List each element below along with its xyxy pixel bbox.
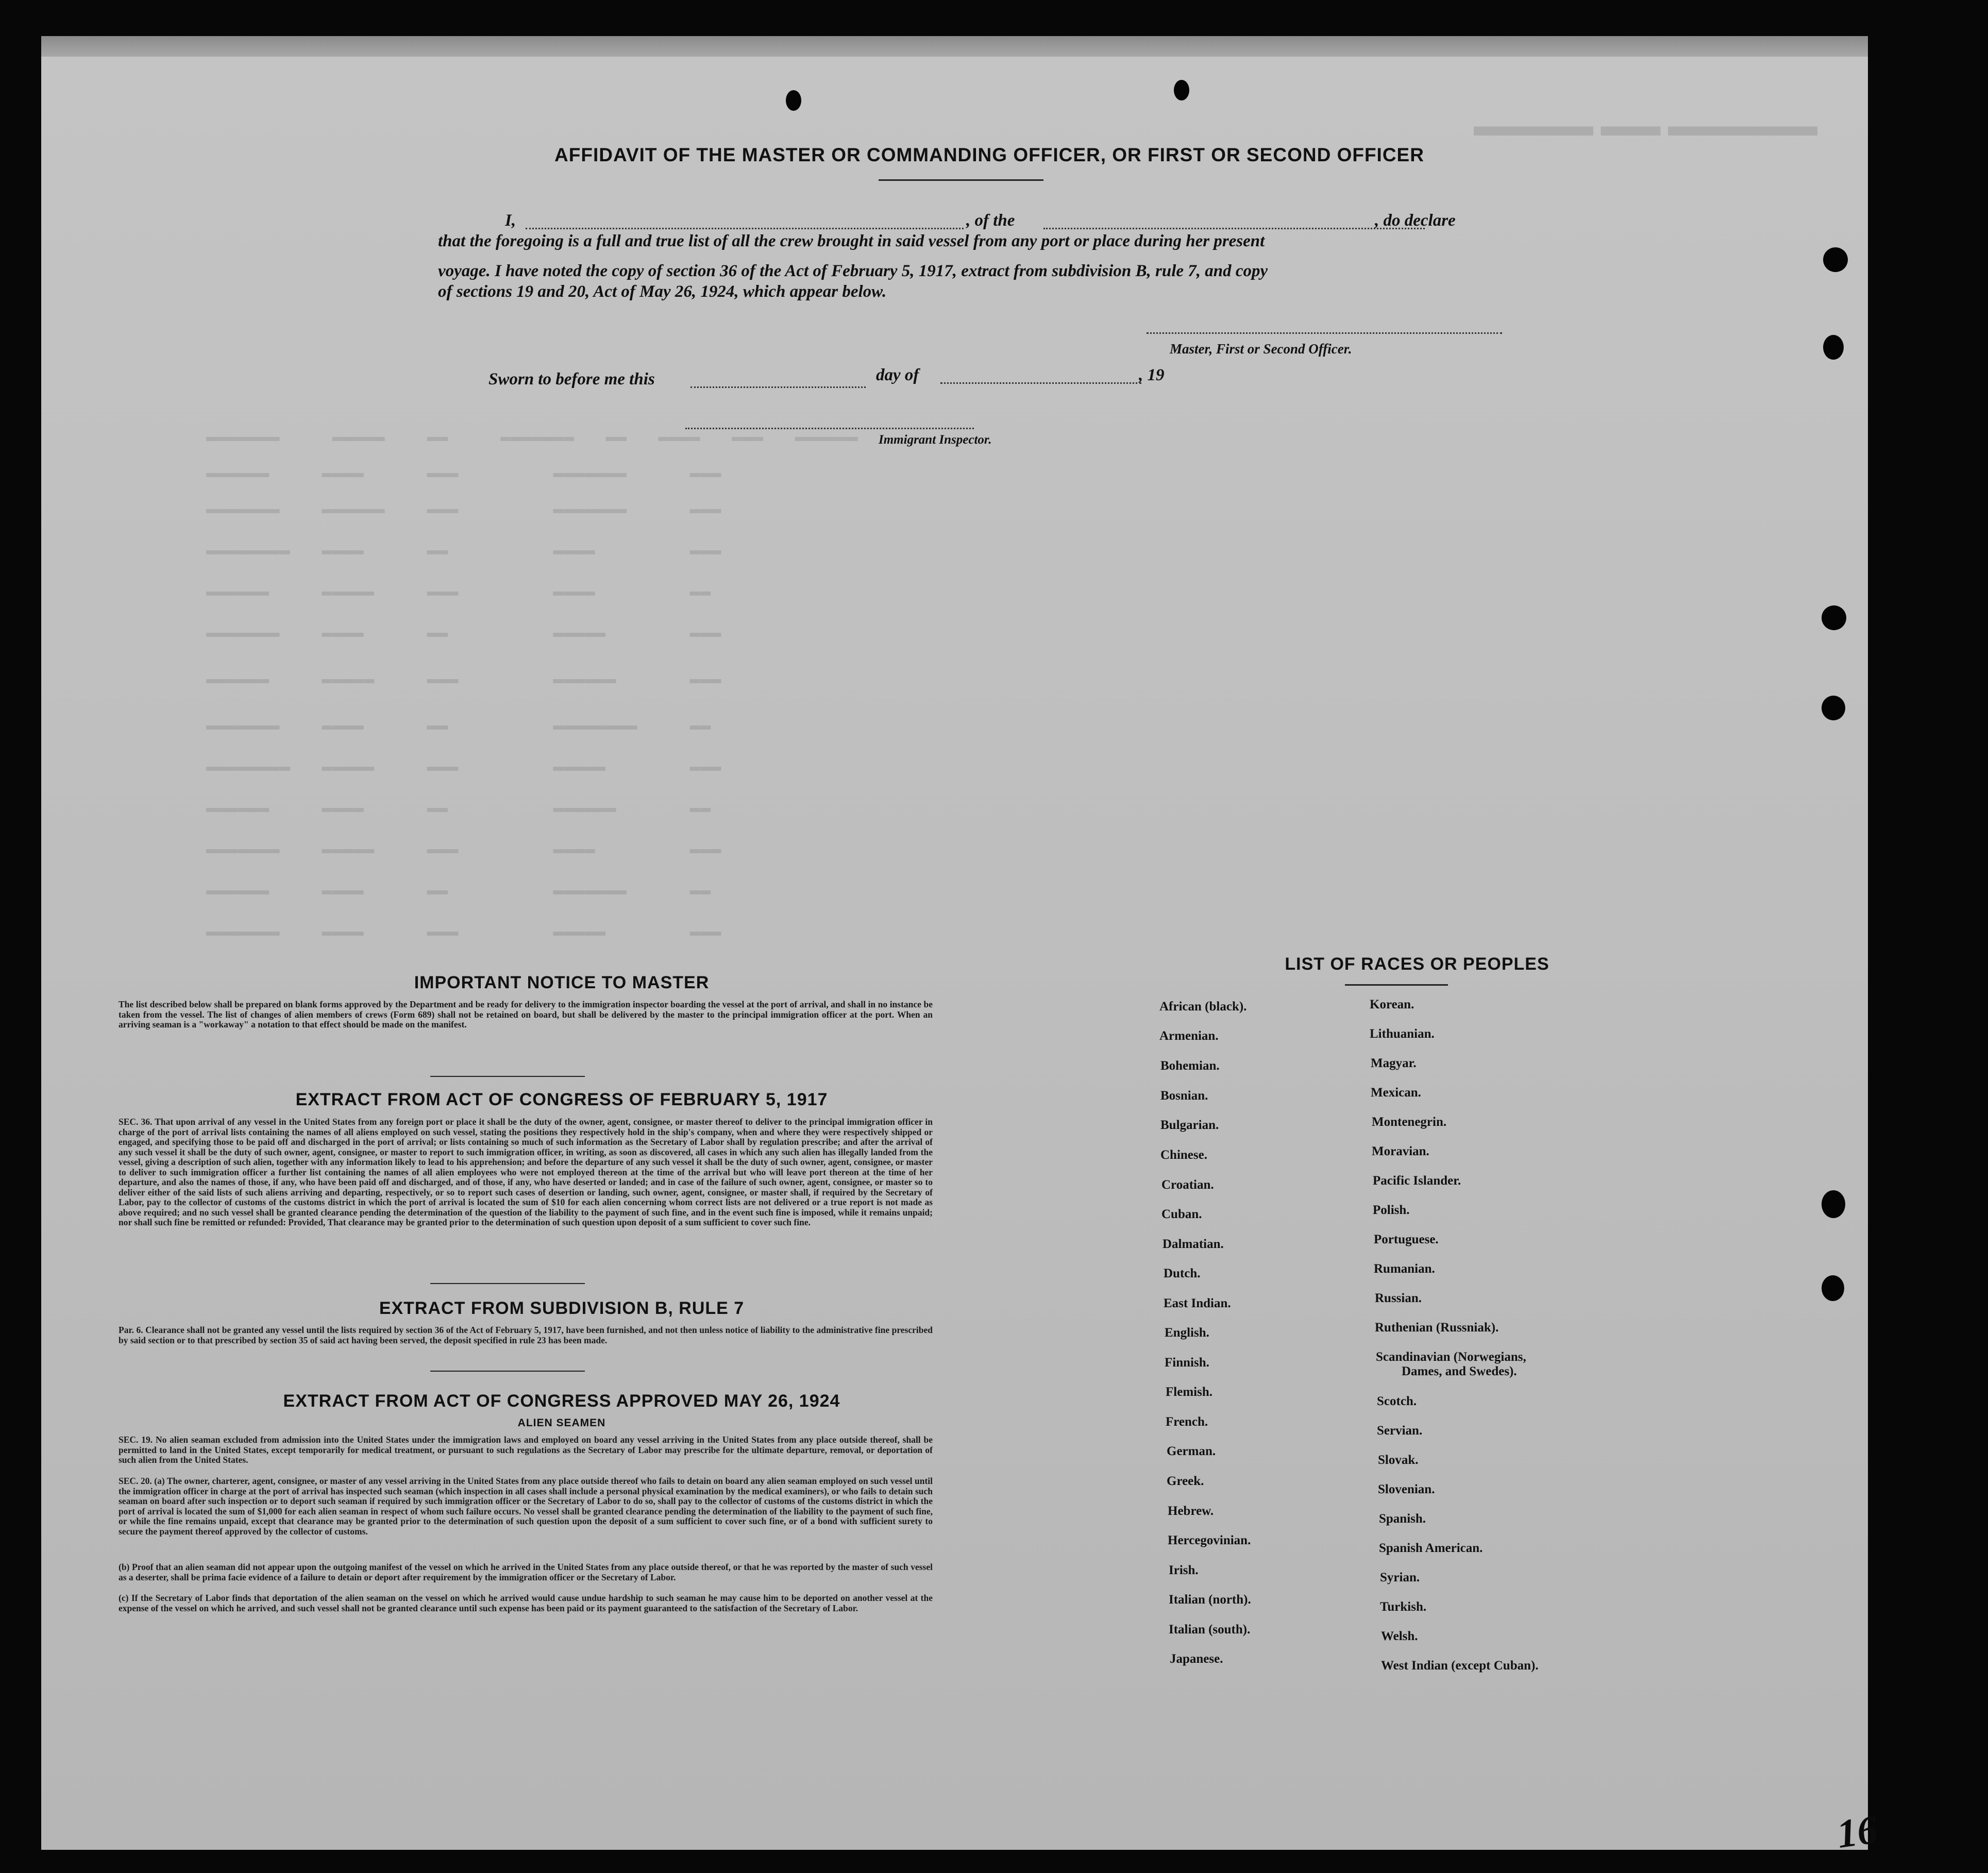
race-item: Welsh. [1381,1629,1418,1643]
race-item: Magyar. [1371,1056,1417,1070]
race-item: Bosnian. [1160,1089,1208,1103]
vessel-name-blank[interactable] [1043,228,1425,229]
vessel-prefix: , of the [966,211,1015,230]
section-20b-text: (b) Proof that an alien seaman did not appear upon the outgoing manifest of the vessel on which he arrived in the United States from any place outside thereof, or that he was reported by the master of such vessel as a deserter, shall be prima facie evidence of a failure to detain or deport after requirement by the immigration officer or the Secretary of Labor. [119,1562,933,1582]
extract-1917-title: EXTRACT FROM ACT OF CONGRESS OF FEBRUARY 5, 1917 [295,1090,828,1109]
race-item: Servian. [1377,1424,1423,1438]
race-item: Russian. [1375,1291,1422,1305]
race-item: Moravian. [1372,1144,1429,1158]
race-item: Chinese. [1160,1148,1207,1162]
punch-hole [1823,335,1844,360]
race-item: Italian (north). [1169,1593,1251,1607]
race-item: Hebrew. [1168,1504,1214,1518]
alien-seamen-subtitle: ALIEN SEAMEN [517,1417,606,1429]
bleed-through-title: ▬▬▬▬ ▬▬ ▬▬▬▬▬ [1474,109,1817,142]
race-item: Syrian. [1380,1571,1420,1584]
affidavit-line-4: of sections 19 and 20, Act of May 26, 1924, which appear below. [438,282,887,301]
race-item: Spanish. [1379,1512,1426,1526]
race-item: Italian (south). [1169,1623,1251,1636]
inspector-signature-blank[interactable] [685,428,974,429]
section-19-text: SEC. 19. No alien seaman excluded from admission into the United States under the immigration laws and employed on board any vessel arriving in the United States from any place outside thereof, shall be permitted to land in the United States, except temporarily for medical treatment, or pursuant to such regulations as the Secretary of Labor may prescribe for the ultimate departure, removal, or deportation of such alien from the United States. [119,1435,933,1465]
sworn-label: Sworn to before me this [488,370,655,389]
notice-body: The list described below shall be prepared on blank forms approved by the Department and be ready for delivery to the immigration inspector boarding the vessel at the port of arrival, and shall in no instance be taken from the vessel. The list of changes of alien members of crews (Form 689) shall not be retained on board, but shall be delivered by the master to the principal immigration officer at the port. When an arriving seaman is a "workaway" a notation to that effect should be made on the manifest. [119,999,933,1030]
divider [430,1371,585,1372]
race-item: African (black). [1159,1000,1247,1014]
binding-hole [1174,80,1189,100]
declarant-prefix: I, [505,211,516,230]
race-item: Finnish. [1165,1356,1209,1370]
section-20a-text: SEC. 20. (a) The owner, charterer, agent, consignee, or master of any vessel arriving in the United States from any place outside thereof who fails to detain on board any alien seaman employed on such vessel until the immigration officer in charge at the port of arrival has inspected such seaman (which inspection in all cases shall include a personal physical examination by the medical examiners), or who fails to detain such seaman on board after such inspection or to deport such seaman if required by such immigration officer or the Secretary of Labor to do so, shall pay to the collector of customs of the customs district in which the port of arrival is located the sum of $1,000 for each alien seaman in respect of whom such failure occurs. No vessel shall be granted clearance pending the determination of the liability to the payment of such fine, or while the fine remains unpaid, except that clearance may be granted prior to the determination of such question upon the deposit of a sum sufficient to cover such fine, or of a bond with sufficient surety to secure the payment thereof approved by the collector of customs. [119,1476,933,1537]
race-item: West Indian (except Cuban). [1381,1659,1539,1673]
extract-1924-title: EXTRACT FROM ACT OF CONGRESS APPROVED MAY 26, 1924 [283,1391,840,1411]
race-item: Pacific Islander. [1373,1174,1461,1188]
extract-1917-body: SEC. 36. That upon arrival of any vessel in the United States from any foreign port or place it shall be the duty of the owner, agent, consignee, or master thereof to deliver to the principal immigration officer in charge of the port of arrival lists containing the names of all aliens employed on such vessel, stating the positions they respectively hold in the ship's company, when and where they were respectively shipped or engaged, and specifying those to be paid off and discharged in the port of arrival; or lists containing so much of such information as the Secretary of Labor shall by regulation prescribe; and after the arrival of any such vessel it shall be the duty of such owner, agent, consignee, or master to report to such immigration officer, in writing, as soon as discovered, all cases in which any such alien has illegally landed from the vessel, giving a description of such alien, together with any information likely to lead to his apprehension; and before the departure of any such vessel it shall be the duty of such owner, agent, consignee, or master to deliver to such immigration officer a further list containing the names of all alien employees who were not employed thereon at the time of the arrival but who will leave port thereon at the time of her departure, and also the names of those, if any, who have been paid off and discharged, and of those, if any, who have deserted or landed; and in case of the failure of such owner, agent, consignee, or master so to deliver either of the said lists of such aliens arriving and departing, respectively, or so to report such cases of desertion or landing, such owner, agent, consignee, or master shall, if required by the Secretary of Labor, pay to the collector of customs of the customs district in which the port of arrival is located the sum of $10 for each alien concerning whom correct lists are not delivered or a true report is not made as above required; and no such vessel shall be granted clearance pending the determination of the question of the liability to the payment of such fine, and in the event such fine is imposed, while it remains unpaid; nor shall such fine be remitted or refunded: Provided, That clearance may be granted prior to the determination of such question upon deposit of a sum sufficient to cover such fine. [119,1117,933,1227]
title-underline [879,179,1043,181]
affidavit-line-3: voyage. I have noted the copy of section 36 of the Act of February 5, 1917, extract from subdivision B, rule 7, and copy [438,262,1268,280]
race-item: Armenian. [1159,1029,1219,1043]
bleed-through-row: ▬▬▬▬▬▬▬ ▬▬▬▬ ▬▬ ▬▬▬▬▬ ▬▬▬ [206,623,721,643]
race-item: Flemish. [1166,1385,1212,1399]
bleed-through-row: ▬▬▬▬▬▬▬ ▬▬▬▬▬▬ ▬▬▬ ▬▬▬▬▬▬▬ ▬▬▬ [206,500,721,519]
title-underline [1345,984,1448,986]
master-signature-blank[interactable] [1147,332,1502,334]
race-item: French. [1166,1415,1208,1429]
race-item: Mexican. [1371,1086,1421,1100]
declarant-name-blank[interactable] [526,228,964,229]
race-item: German. [1167,1444,1216,1458]
document-sheet [41,36,1880,1857]
extract-rule7-title: EXTRACT FROM SUBDIVISION B, RULE 7 [379,1298,745,1318]
race-item: Bulgarian. [1160,1118,1219,1132]
affidavit-line-2: that the foregoing is a full and true list of all the crew brought in said vessel from any port or place during her present [438,232,1265,250]
races-title: LIST OF RACES OR PEOPLES [1285,954,1549,974]
bleed-through-row: ▬▬▬▬▬▬▬ ▬▬▬▬▬ ▬▬▬ ▬▬▬▬ ▬▬▬ [206,840,721,859]
affidavit-title: AFFIDAVIT OF THE MASTER OR COMMANDING OFFICER, OR FIRST OR SECOND OFFICER [554,144,1424,165]
punch-hole [1822,605,1846,630]
race-item: Greek. [1167,1474,1204,1488]
bleed-through-row: ▬▬▬▬▬▬▬ ▬▬▬▬ ▬▬▬ ▬▬▬▬▬ ▬▬▬ [206,922,721,942]
sworn-month-blank[interactable] [940,382,1141,384]
race-item: Portuguese. [1374,1233,1439,1246]
notice-title: IMPORTANT NOTICE TO MASTER [414,973,710,992]
day-of-label: day of [876,366,919,384]
top-edge-shadow [41,36,1868,57]
punch-hole [1822,696,1845,720]
race-item: Korean. [1370,998,1414,1011]
race-item: Lithuanian. [1370,1027,1435,1041]
race-item: East Indian. [1164,1296,1231,1310]
race-item: Irish. [1169,1563,1199,1577]
race-item: Ruthenian (Russniak). [1375,1321,1499,1335]
race-item: Rumanian. [1374,1262,1435,1276]
bleed-through-row: ▬▬▬▬▬▬ ▬▬▬▬ ▬▬ ▬▬▬▬▬▬ ▬▬ [206,799,711,818]
race-item: Dalmatian. [1163,1237,1224,1251]
punch-hole [1823,247,1848,272]
race-item: Spanish American. [1379,1541,1483,1555]
race-item-continued: Dames, and Swedes). [1402,1364,1517,1378]
race-item: Slovak. [1378,1453,1419,1467]
race-item: Croatian. [1161,1178,1214,1192]
handwritten-page-mark: 16 [1834,1807,1880,1857]
declare-suffix: , do declare [1375,211,1456,230]
extract-rule7-body: Par. 6. Clearance shall not be granted any vessel until the lists required by section 36 of the Act of February 5, 1917, have been furnished, and not then unless notice of liability to the administrative fine prescribed by said section or to that prescribed by section 35 of said act having been served, the deposit specified in rule 23 has been made. [119,1325,933,1345]
divider [430,1076,585,1077]
sworn-day-blank[interactable] [690,386,866,388]
bleed-through-row: ▬▬▬▬▬▬ ▬▬▬▬▬ ▬▬▬ ▬▬▬▬ ▬▬ [206,582,711,602]
race-item: Polish. [1373,1203,1410,1217]
bleed-through-row: ▬▬▬▬▬▬ ▬▬▬▬▬ ▬▬▬ ▬▬▬▬▬▬ ▬▬▬ [206,670,721,689]
race-item: Slovenian. [1378,1482,1435,1496]
bleed-through-row: ▬▬▬▬▬▬▬▬ ▬▬▬▬ ▬▬ ▬▬▬▬ ▬▬▬ [206,541,721,561]
race-item: Dutch. [1164,1267,1201,1280]
punch-hole [1822,1190,1845,1218]
bleed-through-row: ▬▬▬▬▬▬ ▬▬▬▬ ▬▬▬ ▬▬▬▬▬▬▬ ▬▬▬ [206,464,721,483]
bleed-through-row: ▬▬▬▬▬▬▬▬ ▬▬▬▬▬ ▬▬▬ ▬▬▬▬▬ ▬▬▬ [206,757,721,777]
inspector-label: Immigrant Inspector. [879,433,992,447]
race-item: English. [1165,1326,1209,1340]
binding-hole [786,90,801,111]
race-item: Hercegovinian. [1168,1533,1251,1547]
master-signature-label: Master, First or Second Officer. [1170,341,1352,357]
bleed-through-row: ▬▬▬▬▬▬▬ ▬▬▬▬▬ ▬▬ ▬▬▬▬▬▬▬ ▬▬ ▬▬▬▬ ▬▬▬ ▬▬▬▬▬▬ [206,428,858,447]
race-item: Cuban. [1161,1207,1202,1221]
bleed-through-row: ▬▬▬▬▬▬▬ ▬▬▬▬ ▬▬ ▬▬▬▬▬▬▬▬ ▬▬ [206,716,711,736]
section-20c-text: (c) If the Secretary of Labor finds that deportation of the alien seaman on the vessel on which he arrived would cause undue hardship to such seaman he may cause him to be deported on another vessel at the expense of the vessel on which he arrived, and such vessel shall not be granted clearance until such expense has been paid or its payment guaranteed to the satisfaction of the Secretary of Labor. [119,1593,933,1613]
race-item: Scandinavian (Norwegians, [1376,1350,1526,1364]
race-item: Japanese. [1170,1652,1223,1666]
race-item: Turkish. [1380,1600,1427,1614]
punch-hole [1822,1275,1844,1301]
race-item: Scotch. [1377,1394,1417,1408]
race-item: Montenegrin. [1372,1115,1447,1129]
year-label: , 19 [1139,366,1165,384]
divider [430,1283,585,1284]
bleed-through-row: ▬▬▬▬▬▬ ▬▬▬▬ ▬▬ ▬▬▬▬▬▬▬ ▬▬ [206,881,711,901]
race-item: Bohemian. [1160,1059,1220,1073]
